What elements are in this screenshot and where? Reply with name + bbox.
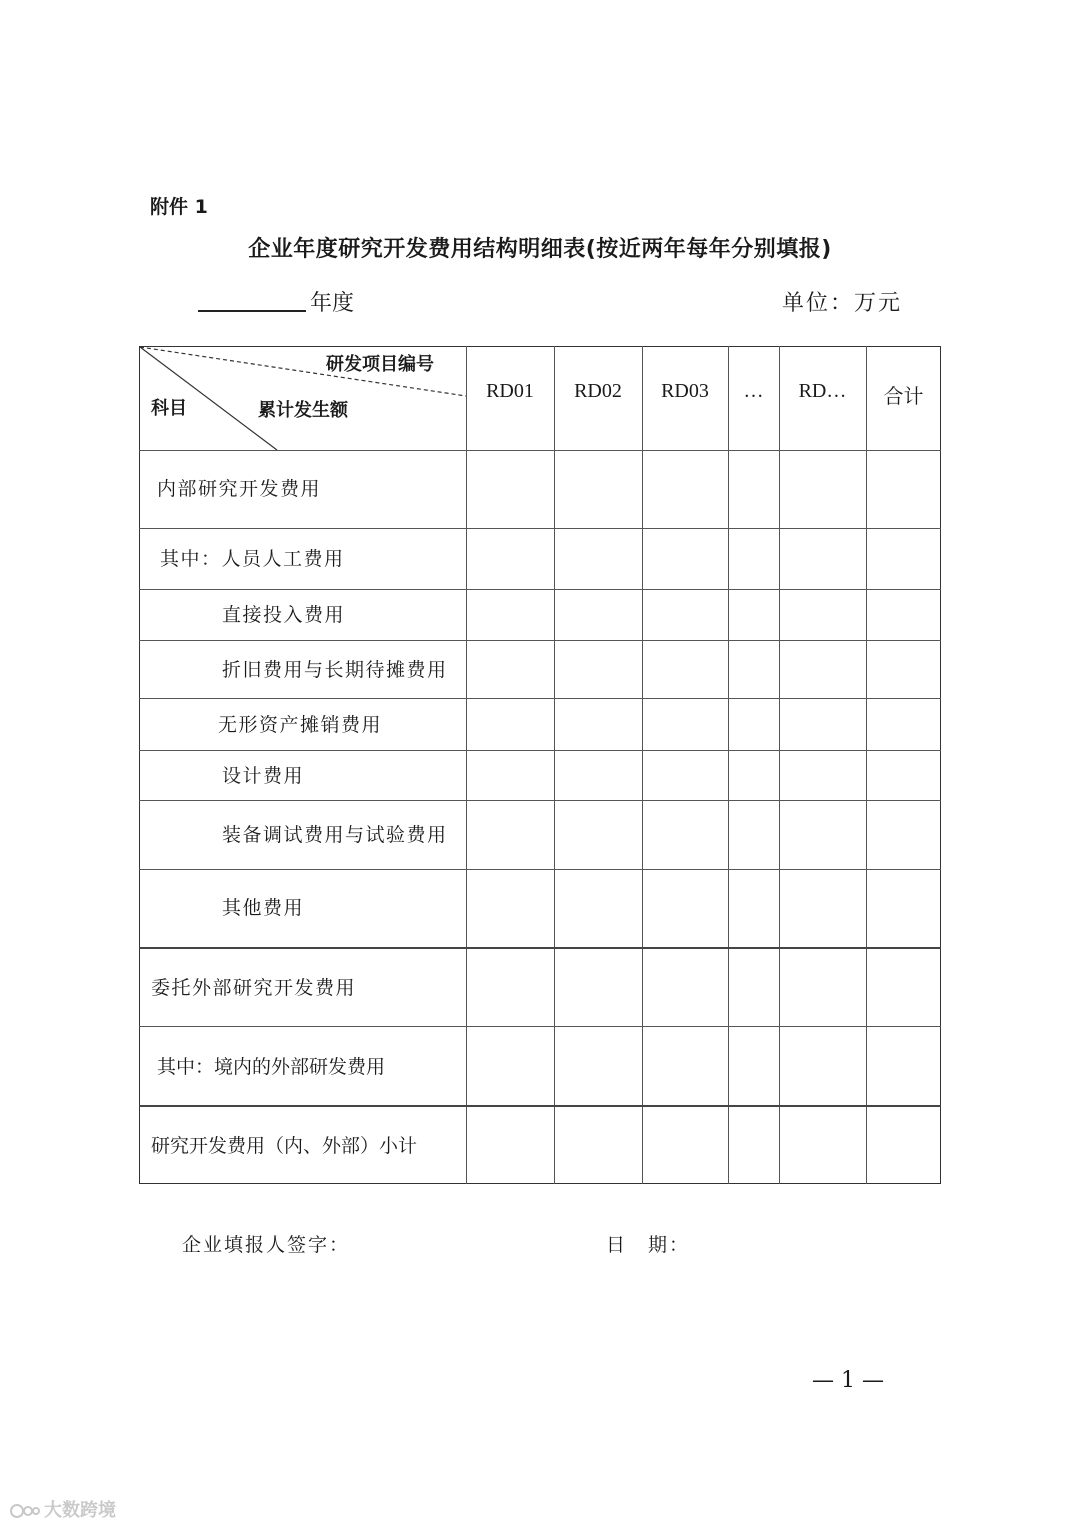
- row-label-intangible-amortization: 无形资产摊销费用: [218, 714, 383, 736]
- page-number: — 1 —: [812, 1368, 884, 1393]
- row-divider: [139, 869, 941, 870]
- year-label: 年度: [310, 291, 355, 316]
- header-project-number-label: 研发项目编号: [326, 354, 434, 375]
- column-header-rd02: RD02: [574, 380, 622, 402]
- column-header-rd01: RD01: [486, 380, 534, 402]
- signature-label: 企业填报人签字：: [182, 1234, 351, 1256]
- watermark-logo-icon: [10, 1502, 40, 1520]
- column-divider: [554, 346, 555, 1184]
- row-divider: [139, 947, 941, 949]
- column-header-total: 合计: [883, 386, 924, 408]
- row-divider: [139, 750, 941, 751]
- column-header-ellipsis: …: [743, 380, 764, 402]
- row-label-internal-rd: 内部研究开发费用: [157, 478, 322, 500]
- row-divider: [139, 1105, 941, 1107]
- row-label-depreciation: 折旧费用与长期待摊费用: [222, 659, 448, 681]
- unit-label: 单位：万元: [782, 291, 903, 316]
- row-divider: [139, 589, 941, 590]
- column-header-rd-more: RD…: [798, 380, 847, 402]
- column-divider: [866, 346, 867, 1184]
- year-blank-line: [198, 310, 306, 312]
- column-divider: [466, 346, 467, 1184]
- document-title: 企业年度研究开发费用结构明细表(按近两年每年分别填报): [248, 237, 832, 262]
- row-label-external-rd: 委托外部研究开发费用: [151, 977, 357, 999]
- row-label-direct-input: 直接投入费用: [222, 604, 346, 626]
- attachment-label: 附件 1: [150, 196, 208, 218]
- row-label-equipment-testing: 装备调试费用与试验费用: [222, 824, 448, 846]
- row-label-subtotal: 研究开发费用（内、外部）小计: [151, 1135, 418, 1157]
- row-divider: [139, 1026, 941, 1027]
- column-divider: [642, 346, 643, 1184]
- row-divider: [139, 800, 941, 801]
- date-label: 日 期：: [606, 1234, 691, 1256]
- row-label-domestic-external: 其中：境内的外部研发费用: [157, 1056, 386, 1078]
- row-label-design: 设计费用: [222, 765, 305, 787]
- column-divider: [779, 346, 780, 1184]
- column-header-rd03: RD03: [661, 380, 709, 402]
- row-divider: [139, 528, 941, 529]
- watermark-text: 大数跨境: [44, 1500, 116, 1521]
- column-divider: [728, 346, 729, 1184]
- header-accumulated-amount-label: 累计发生额: [258, 400, 348, 421]
- row-label-other: 其他费用: [222, 897, 305, 919]
- row-divider: [139, 698, 941, 699]
- row-divider: [139, 640, 941, 641]
- header-subject-label: 科目: [151, 398, 187, 419]
- watermark: [10, 1496, 116, 1522]
- row-label-personnel: 其中：人员人工费用: [160, 548, 345, 570]
